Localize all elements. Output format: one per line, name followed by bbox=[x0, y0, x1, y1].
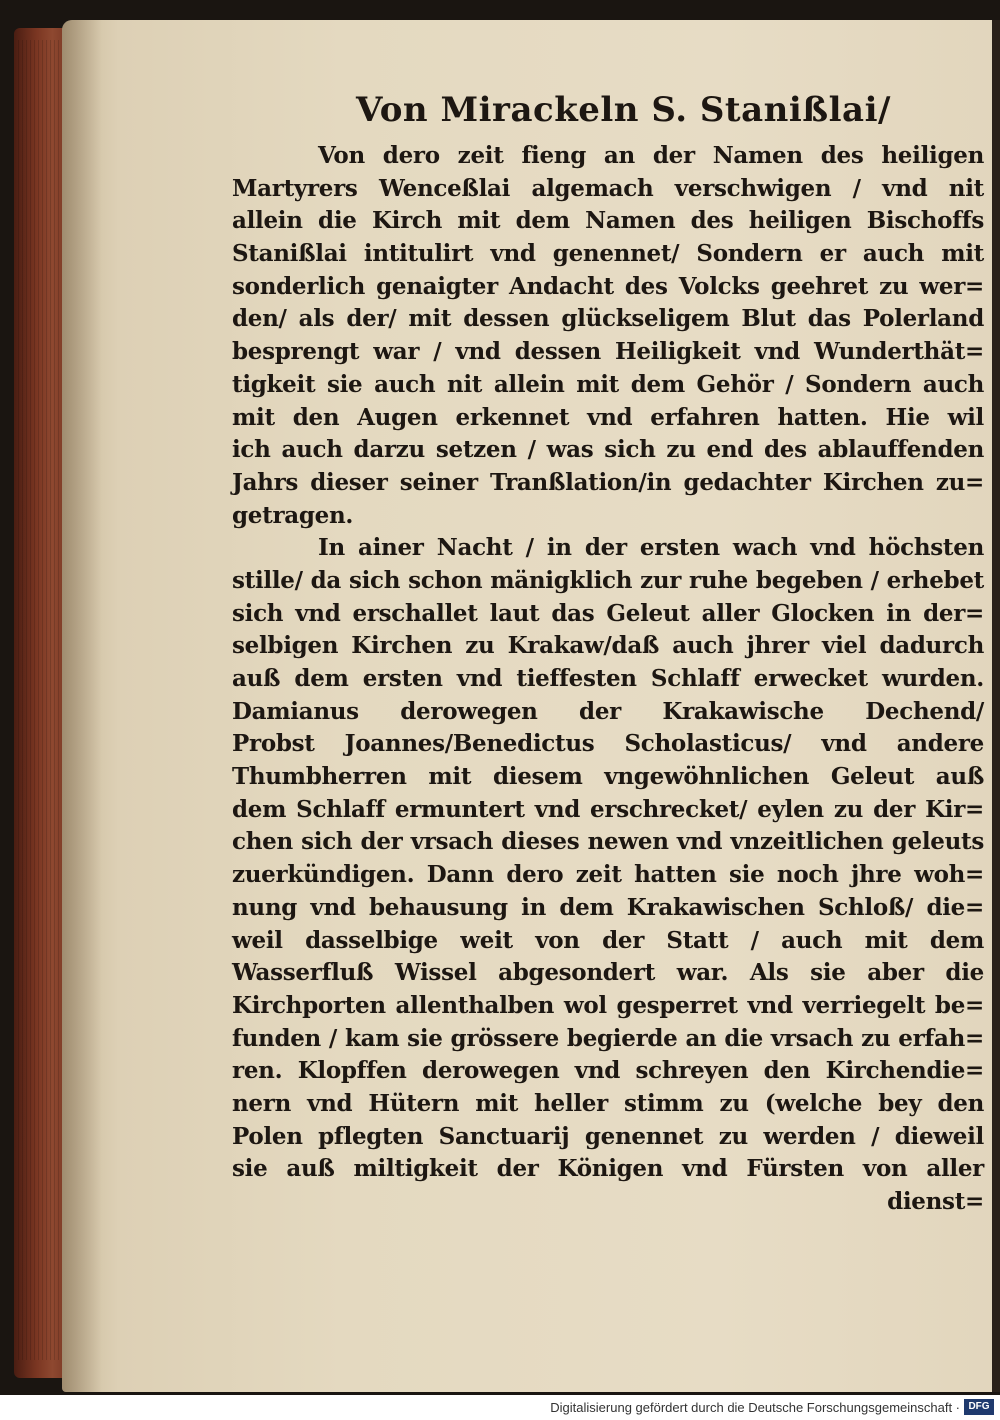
text-line: funden / kam sie grössere begierde an die vrsach zu erfah= bbox=[232, 1024, 984, 1052]
text-line: Stanißlai intitulirt vnd genennet/ Sondern er auch mit bbox=[232, 240, 984, 268]
text-line: Von dero zeit fieng an der Namen des heiligen bbox=[318, 142, 984, 169]
text-line: ich auch darzu setzen / was sich zu end des ablauffenden bbox=[232, 436, 984, 464]
page-gutter-shadow bbox=[62, 20, 102, 1392]
text-line: sonderlich genaigter Andacht des Volcks geehret zu wer= bbox=[232, 272, 984, 300]
text-line: mit den Augen erkennet vnd erfahren hatten. Hie wil bbox=[232, 403, 984, 431]
text-line: sich vnd erschallet laut das Geleut aller Glocken in der= bbox=[232, 599, 984, 627]
page-right-edge bbox=[992, 20, 1000, 1392]
text-line: tigkeit sie auch nit allein mit dem Gehör / Sondern auch bbox=[232, 370, 984, 398]
text-line: Thumbherren mit diesem vngewöhnlichen Geleut auß bbox=[232, 763, 984, 791]
text-line: stille/ da sich schon mänigklich zur ruhe begeben / erhebet bbox=[232, 566, 984, 594]
text-line: getragen. bbox=[232, 501, 354, 529]
text-line: weil dasselbige weit von der Statt / auch mit dem bbox=[232, 926, 984, 954]
text-line: In ainer Nacht / in der ersten wach vnd höchsten bbox=[318, 534, 984, 562]
text-line: nern vnd Hütern mit heller stimm zu (welche bey den bbox=[232, 1089, 984, 1117]
text-line: nung vnd behausung in dem Krakawischen Schloß/ die= bbox=[232, 893, 984, 921]
text-line: dem Schlaff ermuntert vnd erschrecket/ eylen zu der Kir= bbox=[232, 795, 984, 823]
text-line: selbigen Kirchen zu Krakaw/daß auch jhrer viel dadurch bbox=[232, 632, 984, 660]
dfg-logo: DFG bbox=[964, 1399, 994, 1415]
text-line: Probst Joannes/Benedictus Scholasticus/ vnd andere bbox=[232, 730, 984, 758]
text-line: Damianus derowegen der Krakawische Dechend/ bbox=[232, 697, 984, 725]
text-line: chen sich der vrsach dieses newen vnd vnzeitlichen geleuts bbox=[232, 828, 984, 856]
text-line: ren. Klopffen derowegen vnd schreyen den Kirchendie= bbox=[232, 1057, 984, 1085]
text-line: Jahrs dieser seiner Tranßlation/in gedachter Kirchen zu= bbox=[232, 468, 984, 496]
text-line: allein die Kirch mit dem Namen des heiligen Bischoffs bbox=[232, 207, 984, 235]
text-line: besprengt war / vnd dessen Heiligkeit vnd Wunderthät= bbox=[232, 338, 984, 366]
text-block bbox=[232, 86, 984, 1219]
text-line: auß dem ersten vnd tieffesten Schlaff erwecket wurden. bbox=[232, 665, 984, 692]
text-line: den/ als der/ mit dessen glückseligem Blut das Polerland bbox=[232, 305, 984, 333]
footer-bar bbox=[0, 1395, 1000, 1420]
text-line: Polen pflegten Sanctuarij genennet zu werden / dieweil bbox=[232, 1122, 984, 1150]
catchword: dienst= bbox=[887, 1188, 984, 1215]
text-line: Kirchporten allenthalben wol gesperret vnd verriegelt be= bbox=[232, 991, 984, 1019]
text-line: zuerkündigen. Dann dero zeit hatten sie noch jhre woh= bbox=[232, 861, 984, 889]
text-line: Martyrers Wenceßlai algemach verschwigen / vnd nit bbox=[232, 174, 984, 202]
running-head: Von Mirackeln S. Stanißlai/ bbox=[356, 90, 891, 130]
text-line: sie auß miltigkeit der Königen vnd Fürsten von aller bbox=[232, 1155, 984, 1183]
funding-credit: Digitalisierung gefördert durch die Deutsche Forschungsgemeinschaft · bbox=[550, 1400, 960, 1415]
text-line: Wasserfluß Wissel abgesondert war. Als sie aber die bbox=[232, 959, 984, 987]
